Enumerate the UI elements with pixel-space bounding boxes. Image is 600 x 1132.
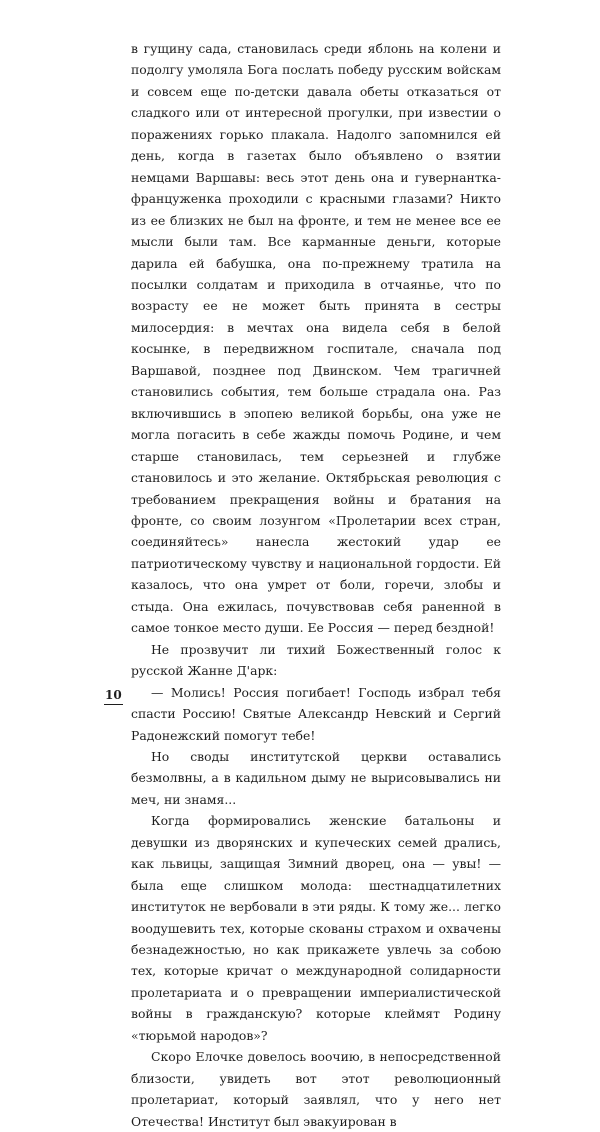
page-number: 10 xyxy=(104,688,123,705)
paragraph: Когда формировались женские батальоны и девушки из дворянских и купеческих семей дрались, как львицы, защищая Зимний дворец, она — увы! — была еще слишком молода: шестнадцатилетних институток не вербовали в эти ряды. К тому же... легко воодушевить тех, которые скованы страхом и охвачены безнадежностью, но как прикажете увлечь за собою тех, которые кричат о международной солидарности пролетариата и о превращении империалистической войны в гражданскую? которые клеймят Родину «тюрьмой народов»? xyxy=(131,813,501,1043)
paragraph: Не прозвучит ли тихий Божественный голос к русской Жанне Д'арк: xyxy=(131,641,501,679)
paragraph: Но своды институтской церкви оставались безмолвны, а в кадильном дыму не вырисовывались ни меч, ни знамя... xyxy=(131,748,501,807)
body-text xyxy=(131,38,501,1132)
paragraph: — Молись! Россия погибает! Господь избрал тебя спасти Россию! Святые Александр Невский и Сергий Радонежский помогут тебе! xyxy=(131,684,501,743)
paragraph: Скоро Елочке довелось воочию, в непосредственной близости, увидеть вот этот революционный пролетариат, который заявлял, что у него нет Отечества! Институт был эвакуирован в xyxy=(131,1049,501,1129)
paragraph: в гущину сада, становилась среди яблонь на колени и подолгу умоляла Бога послать победу русским войскам и совсем еще по-детски давала обеты отказаться от сладкого или от интересной прогулки, при известии о поражениях горько плакала. Надолго запомнился ей день, когда в газетах было объявлено о взятии немцами Варшавы: весь этот день она и гувернантка-француженка проходили с красными глазами? Никто из ее близких не был на фронте, и тем не менее все ее мысли были там. Все карманные деньги, которые дарила ей бабушка, она по-прежнему тратила на посылки солдатам и приходила в отчаянье, что по возрасту ее не может быть принята в сестры милосердия: в мечтах она видела себя в белой косынке, в передвижном госпитале, сначала под Варшавой, позднее под Двинском. Чем трагичней становились события, тем больше страдала она. Раз включившись в эпопею великой борьбы, она уже не могла погасить в себе жажды помочь Родине, и чем старше становилась, тем серьезней и глубже становилось и это желание. Октябрьская революция с требованием прекращения войны и братания на фронте, со своим лозунгом «Пролетарии всех стран, соединяйтесь» нанесла жестокий удар ее патриотическому чувству и национальной гордости. Ей казалось, что она умрет от боли, горечи, злобы и стыда. Она ежилась, почувствовав себя раненной в самое тонкое место души. Ее Россия — перед бездной! xyxy=(131,41,501,636)
